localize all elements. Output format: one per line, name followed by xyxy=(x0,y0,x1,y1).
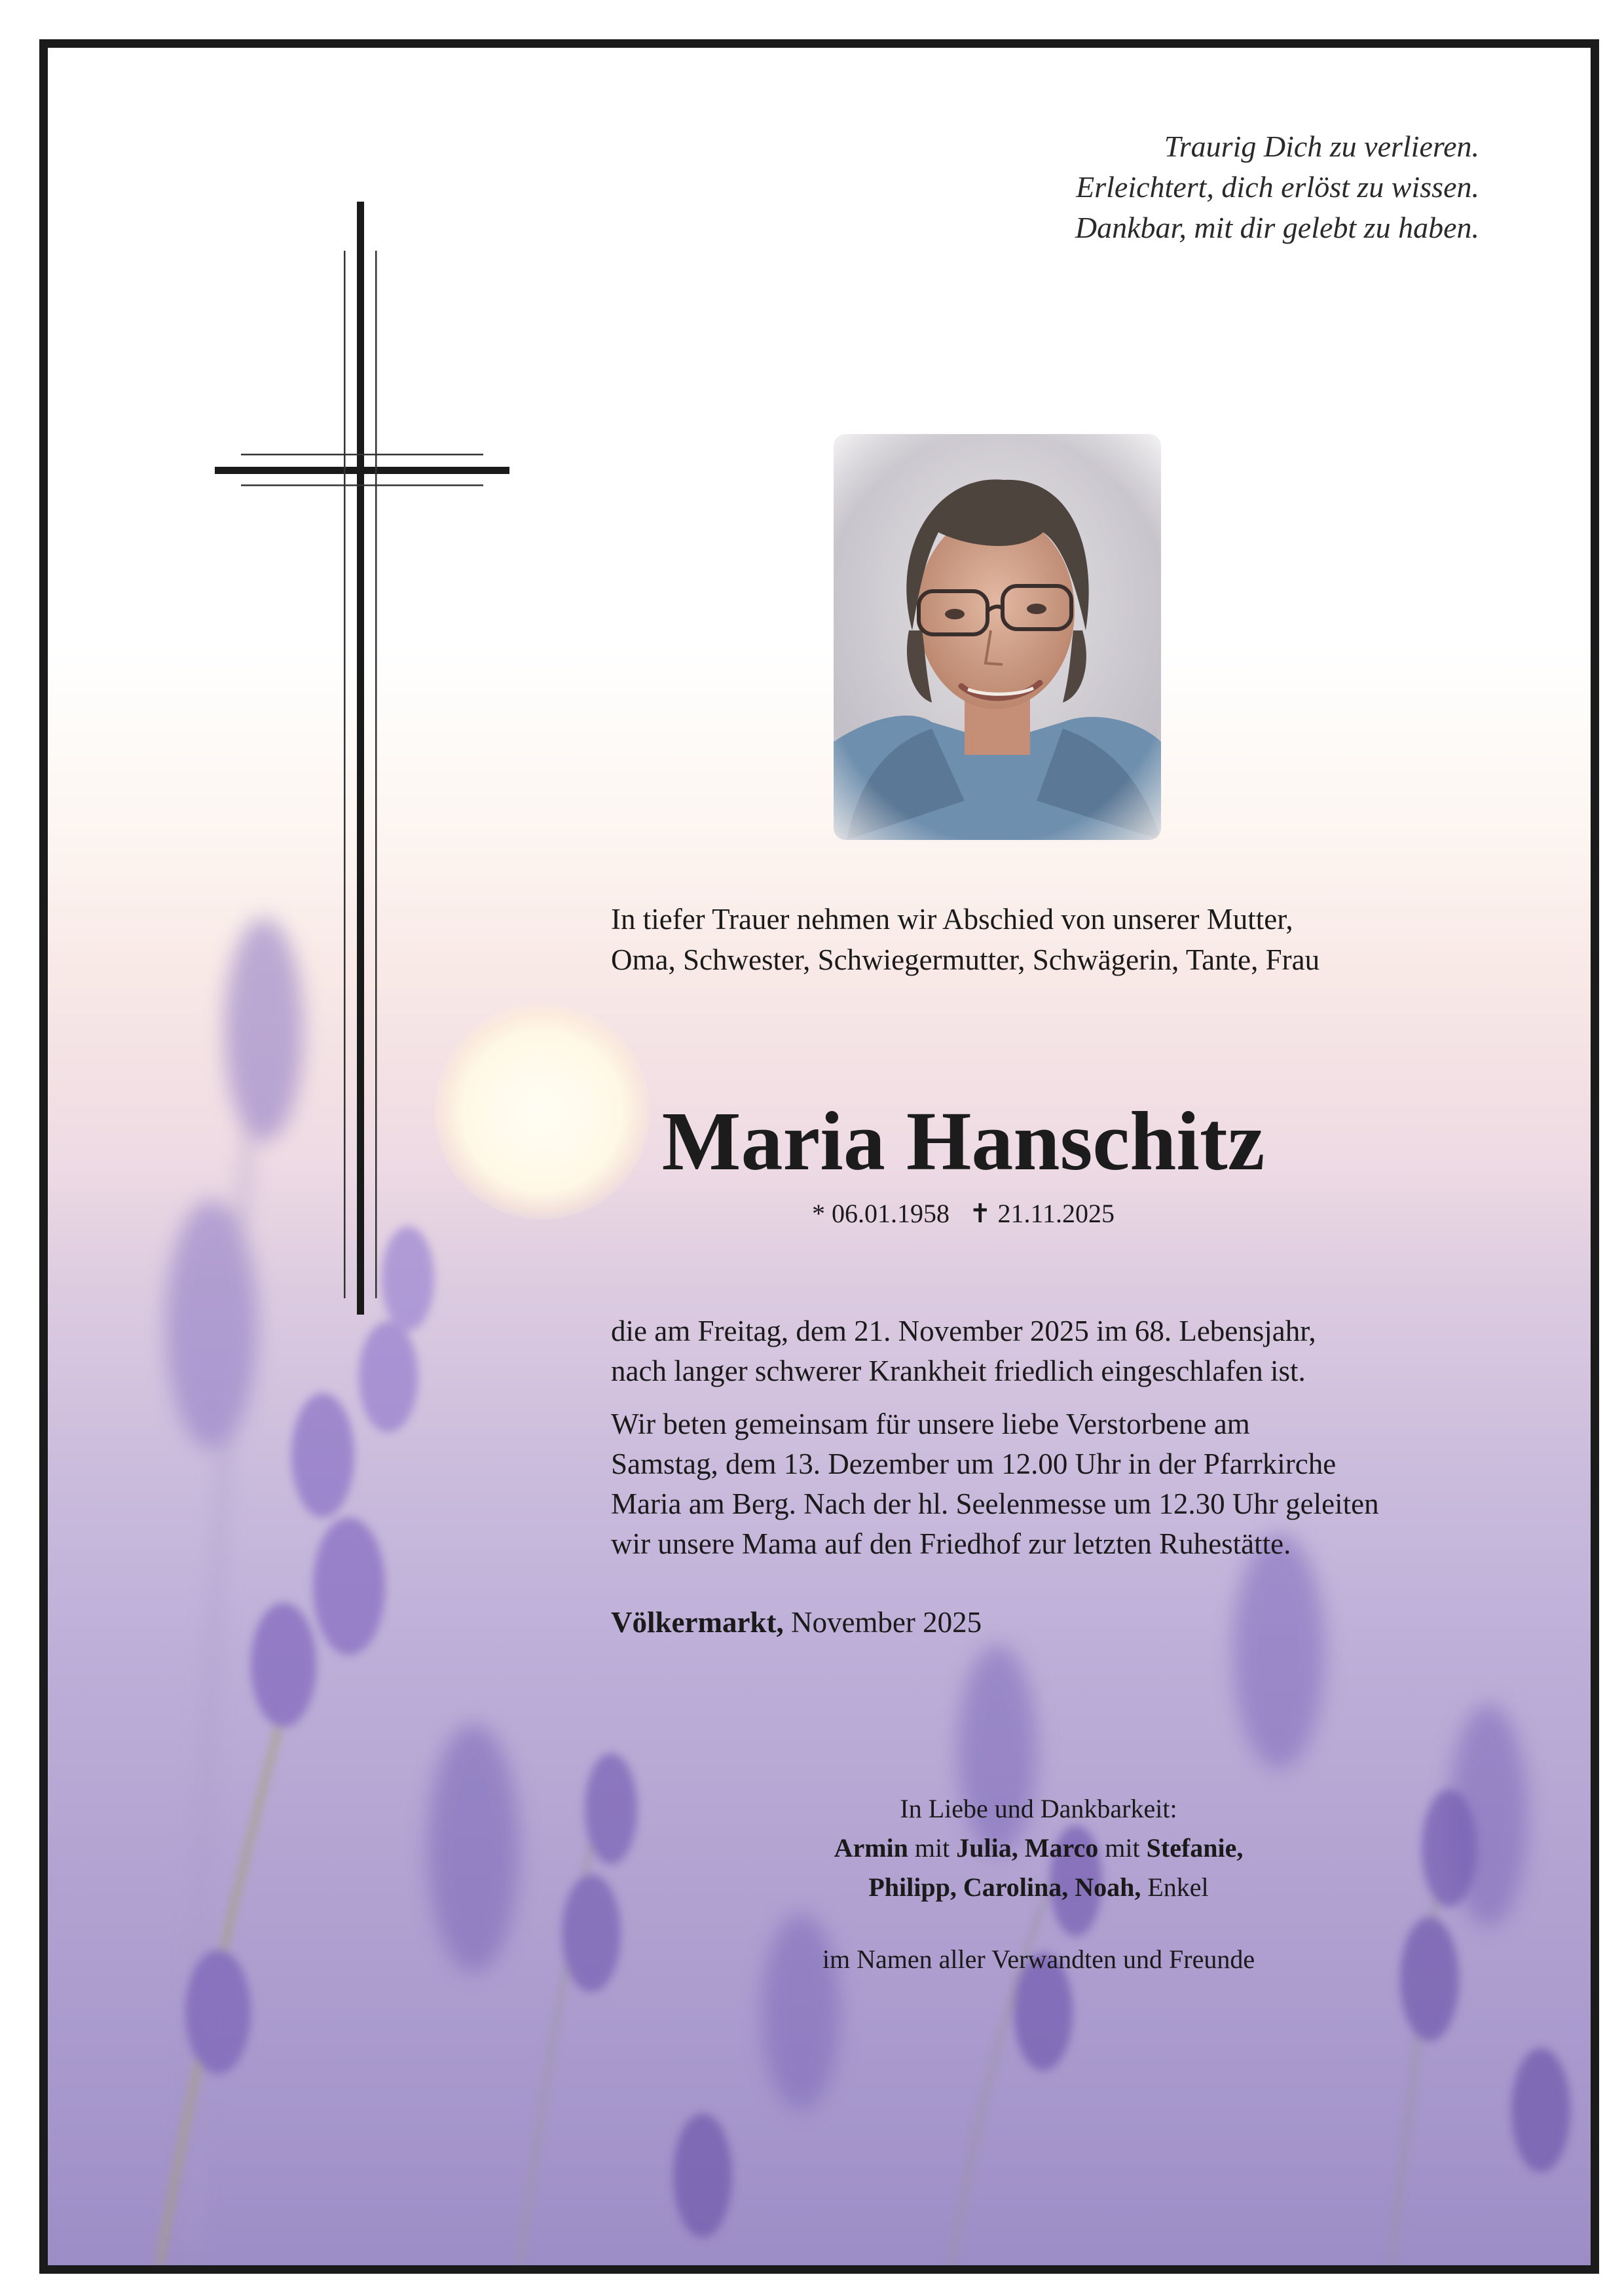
birth-date: * 06.01.1958 xyxy=(811,1199,950,1228)
verse xyxy=(1075,126,1479,248)
mourner-name: Stefanie, xyxy=(1146,1833,1244,1863)
deceased-name: Maria Hanschitz xyxy=(661,1095,1265,1188)
relation: Enkel xyxy=(1147,1872,1209,1902)
text-line: die am Freitag, dem 21. November 2025 im 68. Lebensjahr, xyxy=(611,1315,1316,1347)
verse-line: Traurig Dich zu verlieren. xyxy=(1164,130,1479,163)
announcement-text xyxy=(611,1311,1379,1577)
verse-line: Dankbar, mit dir gelebt zu haben. xyxy=(1075,211,1479,244)
date: November 2025 xyxy=(790,1606,982,1639)
mourner-name: Julia, Marco xyxy=(956,1833,1099,1863)
intro-line: In tiefer Trauer nehmen wir Abschied von unserer Mutter, xyxy=(611,903,1293,936)
intro-line: Oma, Schwester, Schwiegermutter, Schwägerin, Tante, Frau xyxy=(611,943,1320,976)
grandchildren-line xyxy=(781,1868,1296,1907)
text-line: Wir beten gemeinsam für unsere liebe Verstorbene am xyxy=(611,1408,1250,1440)
portrait-image xyxy=(834,434,1161,840)
paragraph-death xyxy=(611,1311,1379,1391)
obituary-frame xyxy=(39,39,1599,2274)
text-line: Samstag, dem 13. Dezember um 12.00 Uhr in der Pfarrkirche xyxy=(611,1448,1337,1480)
connector: mit xyxy=(1105,1833,1140,1863)
intro-text xyxy=(611,899,1320,980)
connector: mit xyxy=(914,1833,950,1863)
grandchildren-names: Philipp, Carolina, Noah, xyxy=(868,1872,1141,1902)
portrait-photo xyxy=(834,434,1161,840)
mourners-line xyxy=(781,1829,1296,1868)
text-line: nach langer schwerer Krankheit friedlich eingeschlafen ist. xyxy=(611,1355,1306,1387)
mourner-name: Armin xyxy=(834,1833,908,1863)
death-date: ✝ 21.11.2025 xyxy=(969,1199,1115,1228)
closing-heading: In Liebe und Dankbarkeit: xyxy=(900,1794,1177,1823)
verse-line: Erleichtert, dich erlöst zu wissen. xyxy=(1076,170,1479,204)
place: Völkermarkt, xyxy=(611,1606,784,1639)
text-line: wir unsere Mama auf den Friedhof zur letzten Ruhestätte. xyxy=(611,1527,1291,1560)
text-line: Maria am Berg. Nach der hl. Seelenmesse um 12.30 Uhr geleiten xyxy=(611,1487,1379,1520)
life-dates xyxy=(48,1195,1591,1232)
closing-block xyxy=(48,1789,1591,1979)
paragraph-funeral xyxy=(611,1404,1379,1564)
closing-footer: im Namen aller Verwandten und Freunde xyxy=(822,1944,1255,1974)
place-date xyxy=(611,1603,982,1643)
